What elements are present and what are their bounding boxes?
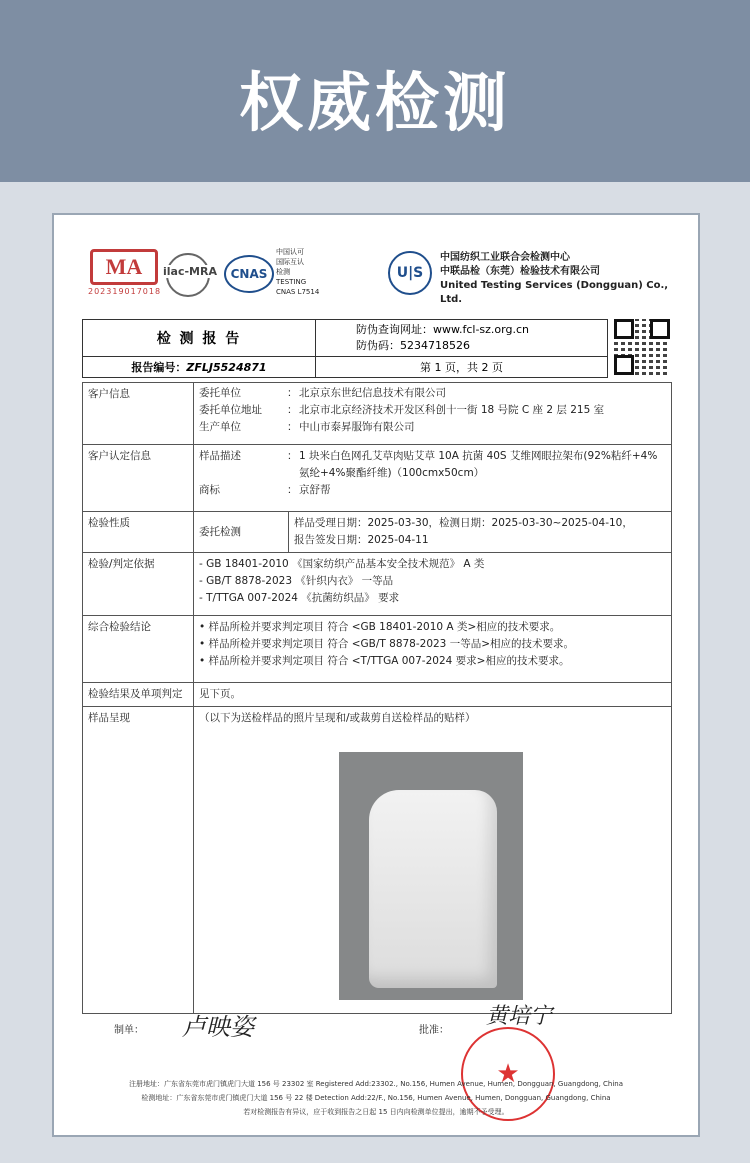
photo-note: （以下为送检样品的照片呈现和/或裁剪自送检样品的贴样） bbox=[194, 707, 672, 1014]
nature-section-label: 检验性质 bbox=[83, 512, 194, 553]
conclusion-values: • 样品所检并要求判定项目 符合 <GB 18401-2010 A 类>相应的技术要求。 • 样品所检并要求判定项目 符合 <GB/T 8878-2023 一等品>相应的技术要求。 • 样品所检并要求判定项目 符合 <T/TTGA 007-2024 要求>相应的技术要求。 bbox=[194, 616, 672, 683]
verify-info bbox=[316, 320, 608, 357]
ilac-label: ilac-MRA bbox=[163, 265, 217, 278]
banner-title: 权威检测 bbox=[239, 67, 511, 141]
approver-signature: 黄培宁 bbox=[486, 1004, 553, 1029]
report-header-table bbox=[82, 319, 608, 378]
footer-notice: 若对检测报告有异议，应于收到报告之日起 15 日内向检测单位提出，逾期不予受理。 bbox=[243, 1108, 509, 1116]
conclusion-section-label: 综合检验结论 bbox=[83, 616, 194, 683]
towel-image bbox=[369, 790, 497, 988]
cma-number: 202319017018 bbox=[88, 287, 162, 296]
nature-row bbox=[83, 512, 672, 553]
stamp-star-icon: ★ bbox=[496, 1059, 520, 1089]
sample-photo bbox=[339, 752, 523, 1000]
basis-section-label: 检验/判定依据 bbox=[83, 553, 194, 616]
basis-values: - GB 18401-2010 《国家纺织产品基本安全技术规范》 A 类 - GB/T 8878-2023 《针织内衣》 一等品 - T/TTGA 007-2024 《抗菌纺织品》 要求 bbox=[194, 553, 672, 616]
report-frame bbox=[52, 213, 700, 1137]
maker-signature: 卢映姿 bbox=[182, 1013, 254, 1041]
customer-values: 委托单位 ： 北京京东世纪信息技术有限公司 委托单位地址 ： 北京市北京经济技术开发区科创十一街 18 号院 C 座 2 层 215 室 生产单位 ： 中山市泰昇服饰有限公司 bbox=[194, 383, 672, 445]
sample-section-label: 客户认定信息 bbox=[83, 445, 194, 512]
sample-row bbox=[83, 445, 672, 512]
customer-row bbox=[83, 383, 672, 445]
approver-label: 批准： bbox=[419, 1025, 449, 1036]
logo-row bbox=[90, 245, 690, 305]
footer-address: 注册地址：广东省东莞市虎门镇虎门大道 156 号 23302 室 Registered Add:23302., No.156, Humen Avenue, Humen, Dongguan, Guangdong, China bbox=[128, 1080, 624, 1088]
results-section-label: 检验结果及单项判定 bbox=[83, 683, 194, 707]
maker-label: 制单： bbox=[114, 1025, 144, 1036]
report-number: 报告编号：ZFLJ5524871 bbox=[83, 357, 316, 378]
results-row bbox=[83, 683, 672, 707]
cnas-side-text: 中国认可 国际互认 检测 TESTING CNAS L7514 bbox=[276, 248, 320, 296]
uts-logo: U|S bbox=[388, 251, 432, 295]
page-info: 第 1 页，共 2 页 bbox=[316, 357, 608, 378]
report-title: 检 测 报 告 bbox=[83, 320, 316, 357]
verify-code: 防伪码：5234718526 bbox=[356, 339, 470, 352]
footer-test-address: 检测地址：广东省东莞市虎门镇虎门大道 156 号 22 楼 Detection Add:22/F., No.156, Humen Avenue, Humen, Dongguan, Guangdong, China bbox=[141, 1094, 611, 1102]
basis-row bbox=[83, 553, 672, 616]
cma-logo: MA bbox=[90, 249, 158, 285]
cnas-logo: CNAS bbox=[224, 255, 274, 293]
nature-values: 委托检测 样品受理日期：2025-03-30，检测日期：2025-03-30~2025-04-10， 报告签发日期：2025-04-11 bbox=[194, 512, 672, 553]
customer-section-label: 客户信息 bbox=[83, 383, 194, 445]
org-name: 中国纺织工业联合会检测中心 中联品检（东莞）检验技术有限公司 United Testing Services (Dongguan) Co., Ltd. bbox=[440, 252, 669, 305]
verify-url: 防伪查询网址：www.fcl-sz.org.cn bbox=[356, 323, 529, 336]
conclusion-row bbox=[83, 616, 672, 683]
sample-values: 样品描述 ： 1 块米白色网孔艾草肉贴艾草 10A 抗菌 40S 艾维网眼拉架布(92%粘纤+4%氨纶+4%聚酯纤维)（100cmx50cm） 商标 ： 京舒帮 bbox=[194, 445, 672, 512]
photo-section-label: 样品呈现 bbox=[83, 707, 194, 1014]
banner bbox=[0, 0, 750, 182]
results-value: 见下页。 bbox=[194, 683, 672, 707]
